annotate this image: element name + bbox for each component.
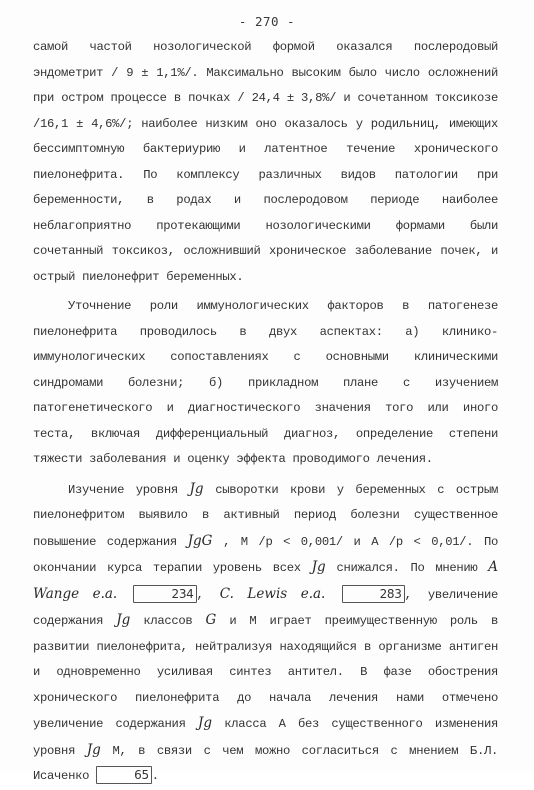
paragraph-text: класса A без существенного изменения уровня <box>33 717 498 758</box>
handwritten-class-g: G <box>201 532 213 549</box>
paragraph-immunoglobulin-levels: Изучение уровня Jg сыворотки крови у беременных с острым пиелонефритом выявило в активный период болезни существенное повышение содержания JgG , M /p < 0,001/ и A /p < 0,01/. По окончании курса терапии уровень всех Jg снижался. По мнению A Wange e.a. 234 , C. Lewis e.a. 283 , увеличение содержания Jg классов G и M играет преимущественную роль в развитии пиелонефрита, нейтрализуя находящийся в организме антиген и одновременно усиливая синтез антител. В фазе обострения хронического пиелонефрита до начала лечения нами отмечено увеличение содержания Jg класса A без существенного изменения уровня Jg M, в связи с чем можно согласиться с мнением Б.Л. Исаченко 65 . <box>33 480 499 783</box>
citation-ref-65: 65 <box>96 766 152 784</box>
paragraph-text: , увеличение содержания <box>33 587 498 628</box>
paragraph-text: классов <box>130 614 206 628</box>
handwritten-class-g: G <box>205 612 217 628</box>
paragraph-text: сыворотки крови у беременных с острым пиелонефритом выявило в активный период болезни существенное повышение содержания <box>33 482 498 549</box>
handwritten-jg: Jg <box>311 559 326 575</box>
paragraph-text: снижался. По мнению <box>325 561 489 575</box>
handwritten-author-lewis: C. Lewis e.a. <box>219 585 326 602</box>
paragraph-text: M, в связи с чем можно согласиться с мнением Б.Л. Исаченко <box>33 743 498 783</box>
handwritten-author-wange: A Wange e.a. <box>33 559 498 602</box>
citation-ref-234: 234 <box>133 585 196 603</box>
paragraph-text: самой частой нозологической формой оказался послеродовый эндометрит / 9 ± 1,1%/. Максимально высоким было число осложнений при остром процессе в почках / 24,4 ± 3,8%/ и сочетанном токсикозе /16,1 ± 4,6%/; наиболее низким оно оказалось у родильниц, имеющих бессимптомную бактериурию и латентное течение хронического пиелонефрита. По комплексу различных видов патологии при беременности, в родах и послеродовом периоде наиболее неблагоприятно протекающими нозологическими формами были сочетанный токсикоз, осложнивший хроническое заболевание почек, и острый пиелонефрит беременных. <box>33 40 498 284</box>
handwritten-jg: Jg <box>116 612 131 628</box>
paragraph-text: и M играет преимущественную роль в развитии пиелонефрита, нейтрализуя находящийся в организме антиген и одновременно усиливая синтез антител. В фазе обострения хронического пиелонефрита до начала лечения нами отмечено увеличение содержания <box>33 614 499 731</box>
handwritten-jg: Jg <box>86 741 101 758</box>
paragraph-text: Изучение уровня <box>68 482 190 497</box>
paragraph-text: , M /p < 0,001/ и A /p < 0,01/. По окончании курса терапии уровень всех <box>33 534 498 575</box>
handwritten-jg: Jg <box>189 480 204 497</box>
paragraph-postpartum-complications <box>33 35 498 290</box>
handwritten-jg: Jg <box>187 532 202 549</box>
citation-ref-283: 283 <box>342 585 405 603</box>
paragraph-text: . <box>151 769 159 783</box>
document-body <box>33 35 498 790</box>
handwritten-jg: Jg <box>197 715 212 731</box>
paragraph-text: Уточнение роли иммунологических факторов в патогенезе пиелонефрита проводилось в двух аспектах: а) клинико- иммунологических сопоставлениях с основными клиническими синдромами болезни; б) прикладном плане с изучением патогенетического и диагностического значения того или иного теста, включая дифференциальный диагноз, определение степени тяжести заболевания и оценку эффекта проводимого лечения. <box>33 299 498 466</box>
paragraph-immunological-factors <box>33 294 498 473</box>
page-number: - 270 - <box>238 14 296 29</box>
